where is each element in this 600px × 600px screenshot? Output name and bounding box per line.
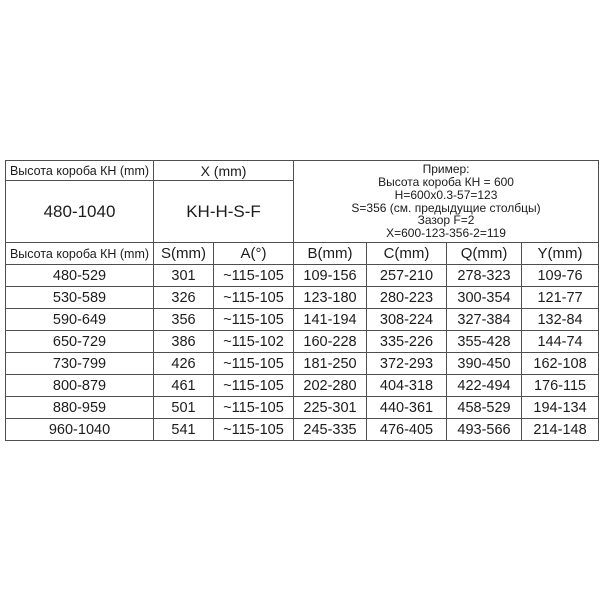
table-cell: 123-180 [294, 287, 367, 309]
table-cell: 880-959 [6, 397, 154, 419]
table-cell: 202-280 [294, 375, 367, 397]
column-header-q: Q(mm) [447, 243, 522, 265]
table-cell: ~115-105 [214, 375, 294, 397]
table-cell: 650-729 [6, 331, 154, 353]
table-cell: 301 [154, 265, 214, 287]
table-cell: 194-134 [522, 397, 599, 419]
table-cell: 245-335 [294, 419, 367, 441]
table-cell: 476-405 [367, 419, 447, 441]
main-table-body [6, 265, 599, 441]
table-cell: 501 [154, 397, 214, 419]
table-cell: 280-223 [367, 287, 447, 309]
table-cell: 461 [154, 375, 214, 397]
table-cell: ~115-105 [214, 419, 294, 441]
table-cell: 121-77 [522, 287, 599, 309]
table-cell: 132-84 [522, 309, 599, 331]
table-cell: 225-301 [294, 397, 367, 419]
table-cell: ~115-105 [214, 309, 294, 331]
table-cell: 493-566 [447, 419, 522, 441]
table-row [6, 419, 599, 441]
example-line: H=600x0.3-57=123 [394, 187, 498, 202]
top-header-x: X (mm) [154, 161, 294, 181]
example-line: Зазор F=2 [417, 213, 475, 228]
top-header-kh: Высота короба КН (mm) [6, 161, 154, 181]
table-cell: ~115-105 [214, 265, 294, 287]
column-header-a: A(°) [214, 243, 294, 265]
example-line: Высота короба КН = 600 [378, 174, 514, 189]
table-cell: 327-384 [447, 309, 522, 331]
table-cell: 109-76 [522, 265, 599, 287]
table-cell: 335-226 [367, 331, 447, 353]
example-line: X=600-123-356-2=119 [386, 226, 506, 241]
example-line: S=356 (см. предыдущие столбцы) [351, 200, 541, 215]
table-cell: 356 [154, 309, 214, 331]
table-row [6, 331, 599, 353]
table-cell: 541 [154, 419, 214, 441]
table-cell: 214-148 [522, 419, 599, 441]
x-formula-value: KH-H-S-F [154, 181, 294, 243]
table-cell: 160-228 [294, 331, 367, 353]
table-cell: ~115-105 [214, 287, 294, 309]
column-header-y: Y(mm) [522, 243, 599, 265]
spec-sheet [5, 160, 598, 441]
table-row [6, 309, 599, 331]
table-cell: 480-529 [6, 265, 154, 287]
table-row [6, 265, 599, 287]
table-row [6, 397, 599, 419]
table-cell: 300-354 [447, 287, 522, 309]
table-cell: 390-450 [447, 353, 522, 375]
table-cell: 440-361 [367, 397, 447, 419]
table-cell: 326 [154, 287, 214, 309]
table-cell: 109-156 [294, 265, 367, 287]
top-header-row [6, 161, 599, 181]
column-header-c: C(mm) [367, 243, 447, 265]
table-cell: ~115-102 [214, 331, 294, 353]
example-line: Пример: [422, 162, 470, 177]
column-header-b: B(mm) [294, 243, 367, 265]
table-cell: 355-428 [447, 331, 522, 353]
table-cell: 422-494 [447, 375, 522, 397]
table-cell: 730-799 [6, 353, 154, 375]
table-cell: 144-74 [522, 331, 599, 353]
table-cell: 141-194 [294, 309, 367, 331]
table-cell: 426 [154, 353, 214, 375]
table-cell: 372-293 [367, 353, 447, 375]
table-cell: 458-529 [447, 397, 522, 419]
kh-range-value: 480-1040 [6, 181, 154, 243]
table-cell: 590-649 [6, 309, 154, 331]
table-cell: 181-250 [294, 353, 367, 375]
table-cell: 162-108 [522, 353, 599, 375]
table-cell: 404-318 [367, 375, 447, 397]
table-cell: 257-210 [367, 265, 447, 287]
main-header-row [6, 243, 599, 265]
table-cell: 960-1040 [6, 419, 154, 441]
spec-table [5, 160, 599, 441]
column-header-kh: Высота короба КН (mm) [6, 243, 154, 265]
table-cell: 386 [154, 331, 214, 353]
table-cell: ~115-105 [214, 397, 294, 419]
table-row [6, 353, 599, 375]
example-block [294, 161, 599, 243]
table-row [6, 287, 599, 309]
table-cell: ~115-105 [214, 353, 294, 375]
table-cell: 800-879 [6, 375, 154, 397]
table-cell: 308-224 [367, 309, 447, 331]
table-row [6, 375, 599, 397]
table-cell: 278-323 [447, 265, 522, 287]
column-header-s: S(mm) [154, 243, 214, 265]
table-cell: 530-589 [6, 287, 154, 309]
table-cell: 176-115 [522, 375, 599, 397]
